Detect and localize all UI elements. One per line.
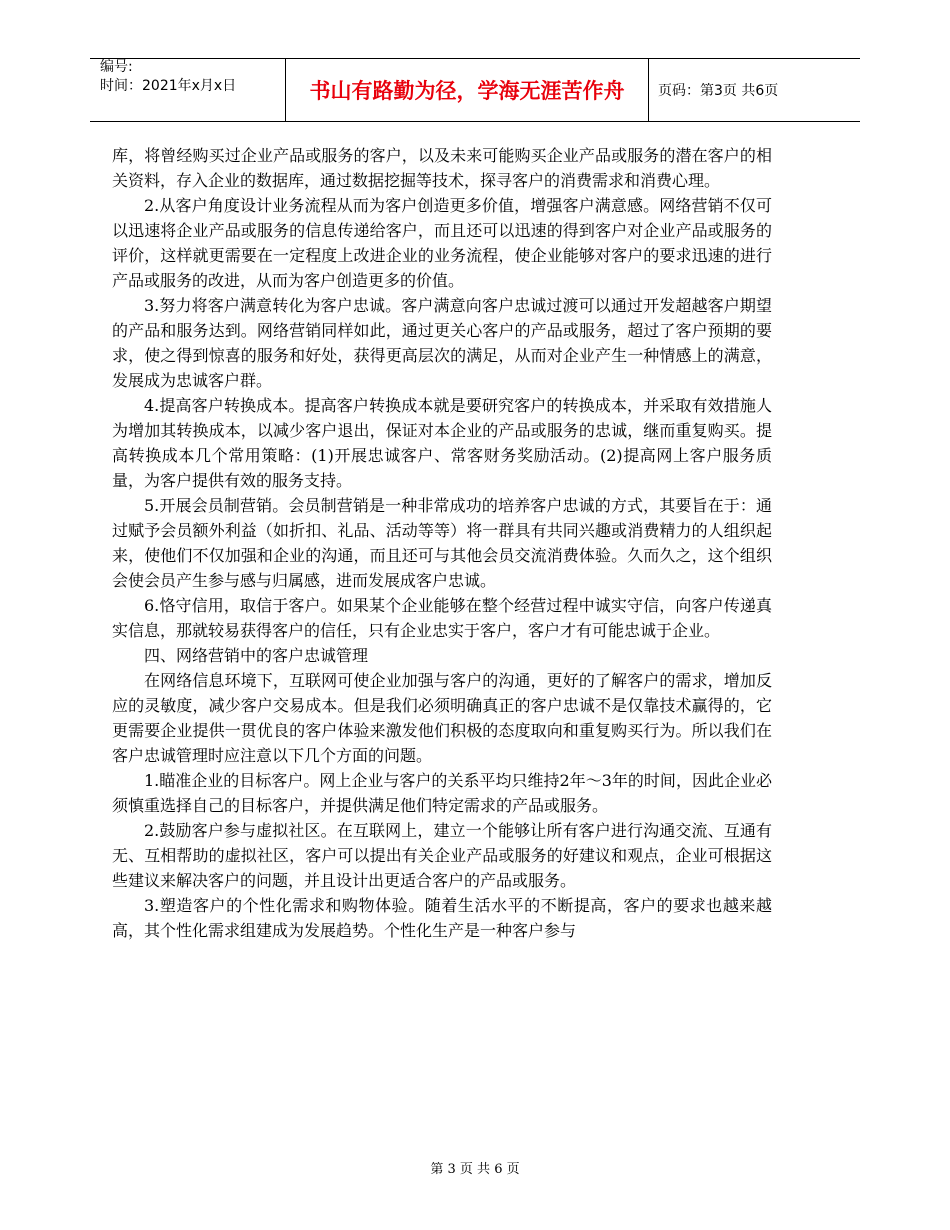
body-paragraph: 3.塑造客户的个性化需求和购物体验。随着生活水平的不断提高，客户的要求也越来越高，其个性化需求组建成为发展趋势。个性化生产是一种客户参与 (112, 896, 772, 940)
body-paragraph: 2.鼓励客户参与虚拟社区。在互联网上，建立一个能够让所有客户进行沟通交流、互通有无、互相帮助的虚拟社区，客户可以提出有关企业产品或服务的好建议和观点，企业可根据这些建议来解决客户的问题，并且设计出更适合客户的产品或服务。 (112, 821, 772, 890)
body-paragraph: 6.恪守信用，取信于客户。如果某个企业能够在整个经营过程中诚实守信，向客户传递真实信息，那就较易获得客户的信任，只有企业忠实于客户，客户才有可能忠诚于企业。 (112, 596, 772, 640)
header-bottom-rule (90, 121, 860, 122)
body-paragraph: 5.开展会员制营销。会员制营销是一种非常成功的培养客户忠诚的方式，其要旨在于：通过赋予会员额外利益（如折扣、礼品、活动等等）将一群具有共同兴趣或消费精力的人组织起来，使他们不仅加强和企业的沟通，而且还可与其他会员交流消费体验。久而久之，这个组织会使会员产生参与感与归属感，进而发展成客户忠诚。 (112, 496, 772, 590)
document-body (112, 143, 772, 943)
document-time-label: 时间：2021年x月x日 (100, 78, 237, 94)
body-paragraph: 库，将曾经购买过企业产品或服务的客户，以及未来可能购买企业产品或服务的潜在客户的相关资料，存入企业的数据库，通过数据挖掘等技术，探寻客户的消费需求和消费心理。 (112, 146, 772, 190)
document-number-label: 编号: (100, 59, 133, 75)
body-paragraph: 4.提高客户转换成本。提高客户转换成本就是要研究客户的转换成本，并采取有效措施人为增加其转换成本，以减少客户退出，保证对本企业的产品或服务的忠诚，继而重复购买。提高转换成本几个常用策略：(1)开展忠诚客户、常客财务奖励活动。(2)提高网上客户服务质量，为客户提供有效的服务支持。 (112, 396, 772, 490)
header-motto: 书山有路勤为径，学海无涯苦作舟 (309, 78, 625, 103)
body-paragraph: 1.瞄准企业的目标客户。网上企业与客户的关系平均只维持2年～3年的时间，因此企业必须慎重选择自己的目标客户，并提供满足他们特定需求的产品或服务。 (112, 771, 772, 815)
header-page-info: 页码：第3页 共6页 (658, 82, 779, 99)
header-meta (100, 58, 236, 96)
page-footer: 第 3 页 共 6 页 (430, 1162, 520, 1177)
body-paragraph: 3.努力将客户满意转化为客户忠诚。客户满意向客户忠诚过渡可以通过开发超越客户期望的产品和服务达到。网络营销同样如此，通过更关心客户的产品或服务，超过了客户预期的要求，使之得到惊喜的服务和好处，获得更高层次的满足，从而对企业产生一种情感上的满意，发展成为忠诚客户群。 (112, 296, 772, 390)
header-divider-right (648, 58, 649, 121)
body-paragraph: 在网络信息环境下，互联网可使企业加强与客户的沟通，更好的了解客户的需求，增加反应的灵敏度，减少客户交易成本。但是我们必须明确真正的客户忠诚不是仅靠技术赢得的，它更需要企业提供一贯优良的客户体验来激发他们积极的态度取向和重复购买行为。所以我们在客户忠诚管理时应注意以下几个方面的问题。 (112, 671, 772, 765)
body-paragraph: 2.从客户角度设计业务流程从而为客户创造更多价值，增强客户满意感。网络营销不仅可以迅速将企业产品或服务的信息传递给客户，而且还可以迅速的得到客户对企业产品或服务的评价，这样就更需要在一定程度上改进企业的业务流程，使企业能够对客户的要求迅速的进行产品或服务的改进，从而为客户创造更多的价值。 (112, 196, 772, 290)
section-heading: 四、网络营销中的客户忠诚管理 (144, 646, 369, 665)
